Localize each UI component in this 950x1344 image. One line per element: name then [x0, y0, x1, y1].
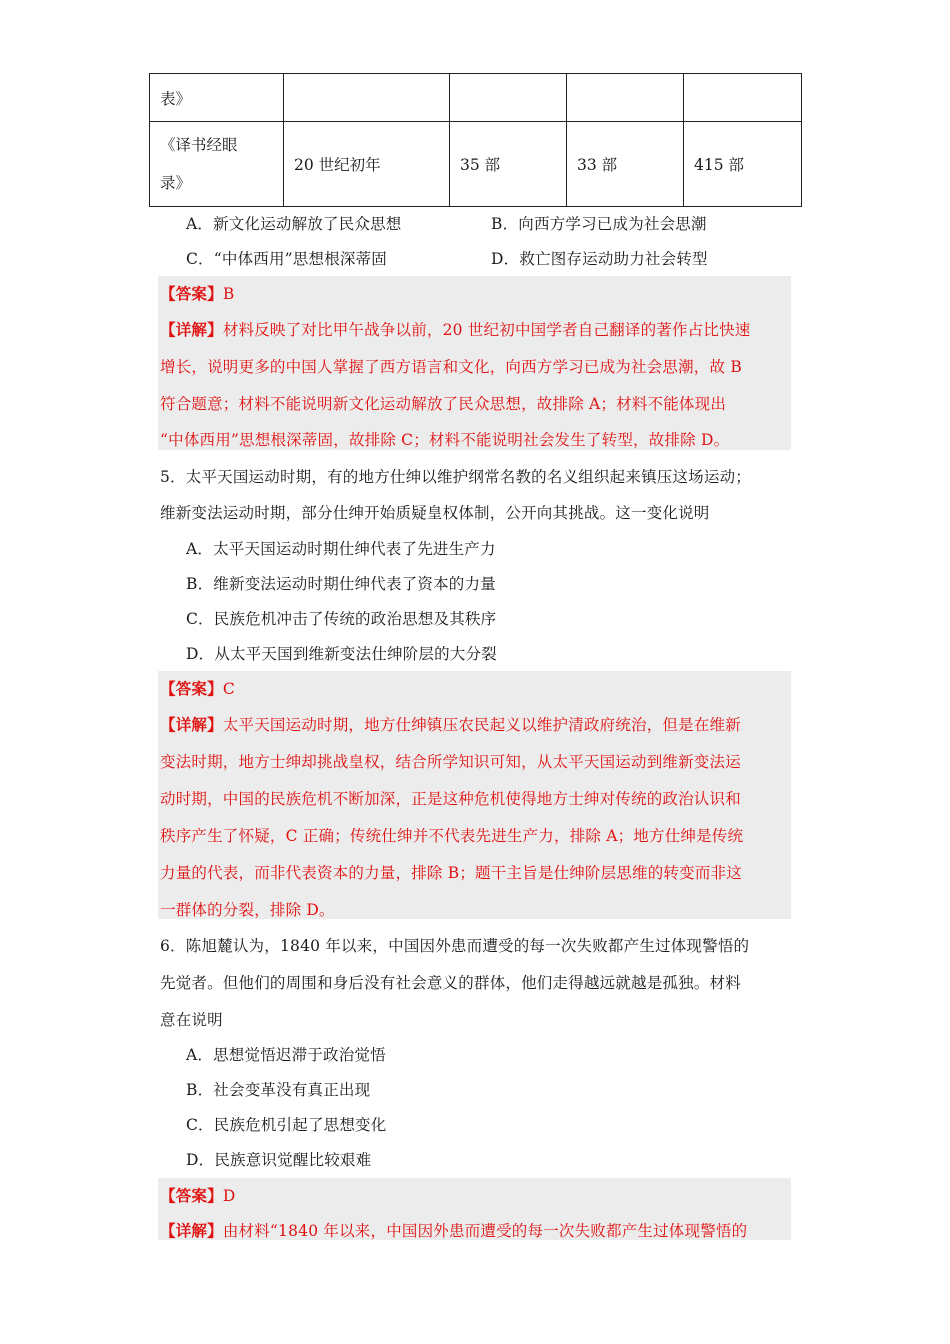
translation-stats-table: [149, 73, 802, 207]
q5-stem-line: 维新变法运动时期，部分仕绅开始质疑皇权体制，公开向其挑战。这一变化说明: [160, 504, 710, 522]
q4-detail-line: 增长，说明更多的中国人掌握了西方语言和文化，向西方学习已成为社会思潮，故 B: [160, 358, 742, 376]
q5-option-b: B．维新变法运动时期仕绅代表了资本的力量: [186, 575, 496, 593]
table-cell: [567, 74, 684, 122]
q6-answer-block: [158, 1178, 791, 1240]
table-row: [150, 122, 802, 207]
table-cell: 415 部: [684, 122, 802, 207]
q4-option-d: D．救亡图存运动助力社会转型: [491, 250, 708, 268]
table-cell-period: 20 世纪初年: [284, 122, 450, 207]
answer-value: C: [222, 680, 235, 698]
q6-option-a: A．思想觉悟迟滞于政治觉悟: [186, 1046, 386, 1064]
q5-detail-line: 秩序产生了怀疑，C 正确；传统仕绅并不代表先进生产力，排除 A；地方仕绅是传统: [160, 827, 744, 845]
detail-tag: 【详解】: [160, 1221, 223, 1240]
table-cell: 35 部: [450, 122, 567, 207]
q5-detail-line: 力量的代表，而非代表资本的力量，排除 B；题干主旨是仕绅阶层思维的转变而非这: [160, 864, 742, 882]
table-cell: 表》: [150, 74, 284, 122]
q5-answer-block: [158, 671, 791, 919]
q6-detail-line: [160, 1219, 747, 1241]
q5-option-c: C．民族危机冲击了传统的政治思想及其秩序: [186, 610, 497, 628]
answer-tag: 【答案】: [160, 679, 223, 698]
table-cell: [284, 74, 450, 122]
q5-answer-line: [160, 677, 235, 699]
table-cell: [684, 74, 802, 122]
table-row: [150, 74, 802, 122]
detail-tag: 【详解】: [160, 715, 223, 734]
q5-detail-line: 动时期，中国的民族危机不断加深，正是这种危机使得地方士绅对传统的政治认识和: [160, 790, 741, 808]
q5-detail-line: [160, 713, 741, 735]
answer-tag: 【答案】: [160, 284, 223, 303]
detail-text: 由材料“1840 年以来，中国因外患而遭受的每一次失败都产生过体现警悟的: [222, 1222, 748, 1240]
q6-answer-line: [160, 1184, 235, 1206]
q6-option-d: D．民族意识觉醒比较艰难: [186, 1151, 372, 1169]
q4-option-a: A．新文化运动解放了民众思想: [186, 215, 402, 233]
q4-option-c: C．“中体西用”思想根深蒂固: [186, 250, 388, 268]
q6-option-b: B．社会变革没有真正出现: [186, 1081, 371, 1099]
q6-option-c: C．民族危机引起了思想变化: [186, 1116, 387, 1134]
q4-detail-line: [160, 318, 750, 340]
book-name-line: 《译书经眼: [160, 136, 238, 154]
q4-answer-line: [160, 282, 234, 304]
q6-stem-line: 先觉者。但他们的周围和身后没有社会意义的群体，他们走得越远就越是孤独。材料: [160, 974, 741, 992]
table-cell: 33 部: [567, 122, 684, 207]
q6-stem-line: 6．陈旭麓认为，1840 年以来，中国因外患而遭受的每一次失败都产生过体现警悟的: [160, 937, 750, 955]
q5-stem-line: 5．太平天国运动时期，有的地方仕绅以维护纲常名教的名义组织起来镇压这场运动；: [160, 468, 751, 486]
table-cell-book-name: [150, 122, 284, 207]
detail-tag: 【详解】: [160, 320, 223, 339]
book-name-line: 录》: [160, 174, 192, 192]
q5-detail-line: 变法时期，地方士绅却挑战皇权，结合所学知识可知，从太平天国运动到维新变法运: [160, 753, 741, 771]
table-cell: [450, 74, 567, 122]
answer-value: B: [222, 285, 235, 303]
answer-tag: 【答案】: [160, 1186, 223, 1205]
detail-text: 材料反映了对比甲午战争以前，20 世纪初中国学者自己翻译的著作占比快速: [222, 321, 751, 339]
answer-value: D: [222, 1187, 236, 1205]
q4-detail-line: “中体西用”思想根深蒂固，故排除 C；材料不能说明社会发生了转型，故排除 D。: [160, 431, 730, 449]
detail-text: 太平天国运动时期，地方仕绅镇压农民起义以维护清政府统治，但是在维新: [222, 716, 741, 734]
q4-answer-block: [158, 276, 791, 450]
q5-option-a: A．太平天国运动时期仕绅代表了先进生产力: [186, 540, 496, 558]
q5-detail-line: 一群体的分裂，排除 D。: [160, 901, 335, 919]
q5-option-d: D．从太平天国到维新变法仕绅阶层的大分裂: [186, 645, 497, 663]
q6-stem-line: 意在说明: [160, 1011, 223, 1029]
q4-option-b: B．向西方学习已成为社会思潮: [491, 215, 707, 233]
q4-detail-line: 符合题意；材料不能说明新文化运动解放了民众思想，故排除 A；材料不能体现出: [160, 395, 727, 413]
